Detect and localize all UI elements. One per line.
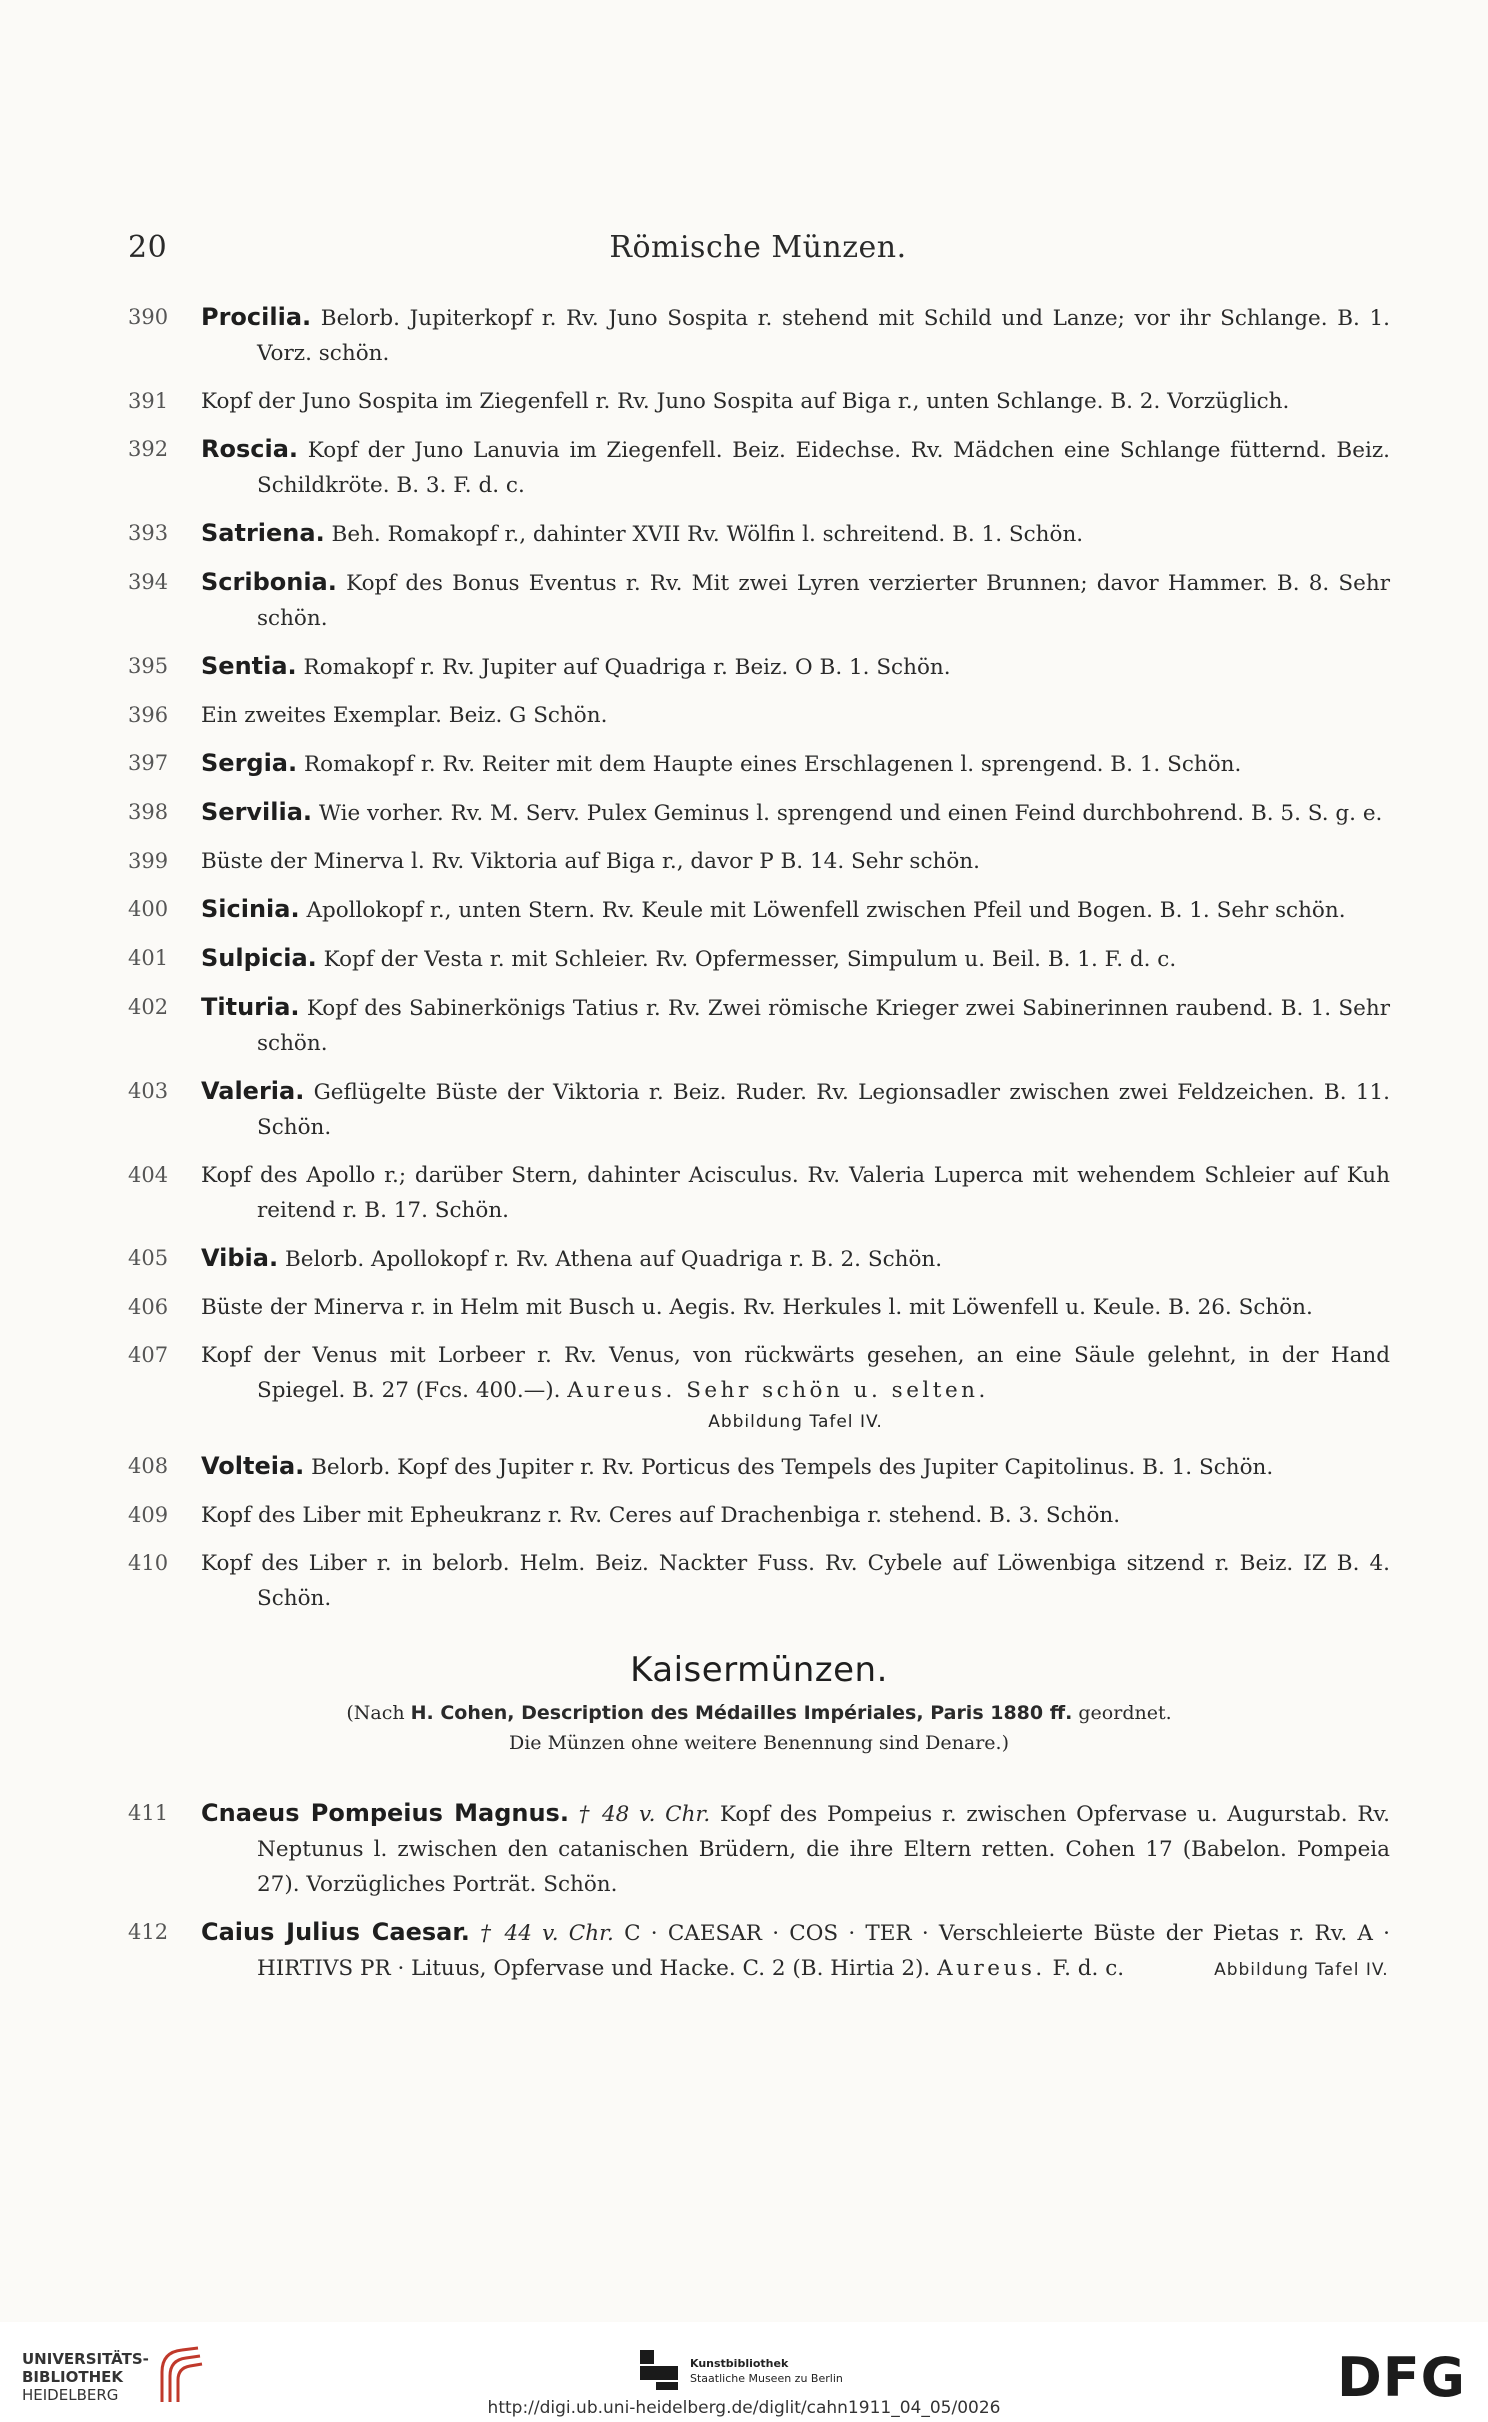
section-note-reference: H. Cohen, Description des Médailles Impériales, Paris 1880 ff. (410, 1702, 1073, 1724)
entry-description: Kopf des Sabinerkönigs Tatius r. Rv. Zwei römische Krieger zwei Sabinerinnen raubend. B. 1. Sehr schön. (257, 996, 1390, 1056)
entry-family-name: Procilia. (201, 303, 312, 331)
entry-description: Geflügelte Büste der Viktoria r. Beiz. Ruder. Rv. Legionsadler zwischen zwei Feldzeichen. B. 11. Schön. (257, 1080, 1390, 1140)
footer-bar (0, 2322, 1488, 2422)
catalog-entry (128, 1498, 1390, 1533)
entry-text (201, 1158, 1390, 1228)
catalog-entry (128, 698, 1390, 733)
entry-number: 392 (128, 437, 169, 461)
catalog-entry (128, 892, 1390, 928)
plate-reference: Abbildung Tafel IV. (1214, 1960, 1389, 1980)
catalog-entry (128, 649, 1390, 685)
entry-text (201, 565, 1390, 636)
kb-line2: Staatliche Museen zu Berlin (690, 2372, 843, 2385)
entry-description: Kopf des Liber mit Epheukranz r. Rv. Ceres auf Drachenbiga r. stehend. B. 3. Schön. (201, 1503, 1121, 1528)
entry-number: 391 (128, 389, 169, 413)
entry-family-name: Tituria. (201, 993, 300, 1021)
catalog-entry (128, 1796, 1390, 1902)
entry-description: Büste der Minerva r. in Helm mit Busch u. Aegis. Rv. Herkules l. mit Löwenfell u. Keule. B. 26. Schön. (201, 1295, 1313, 1320)
entry-family-name: Valeria. (201, 1077, 305, 1105)
entry-description: Kopf des Bonus Eventus r. Rv. Mit zwei Lyren verzierter Brunnen; davor Hammer. B. 8. Sehr schön. (257, 571, 1391, 631)
catalog-entry (128, 746, 1390, 782)
section-note-suffix: geordnet. (1072, 1702, 1172, 1724)
entry-text (201, 300, 1390, 371)
page-number: 20 (128, 230, 168, 265)
section-note-prefix: (Nach (346, 1702, 411, 1724)
republic-coin-entries (128, 300, 1390, 1616)
entry-description: Beh. Romakopf r., dahinter XVII Rv. Wölfin l. schreitend. B. 1. Schön. (331, 522, 1084, 547)
entry-text (201, 1338, 1390, 1436)
catalog-entry (128, 1915, 1390, 1988)
catalog-entry (128, 1290, 1390, 1325)
entry-number: 406 (128, 1295, 169, 1319)
entry-number: 394 (128, 570, 169, 594)
entry-description: Belorb. Apollokopf r. Rv. Athena auf Quadriga r. B. 2. Schön. (284, 1247, 943, 1272)
catalog-entry (128, 1449, 1390, 1485)
entry-family-name: Caius Julius Caesar. (201, 1918, 470, 1946)
entry-text (201, 941, 1390, 977)
entry-description: Kopf des Apollo r.; darüber Stern, dahinter Acisculus. Rv. Valeria Luperca mit wehendem Schleier auf Kuh reitend r. B. 17. Schön. (201, 1163, 1390, 1223)
entry-family-name: Scribonia. (201, 568, 337, 596)
entry-number: 408 (128, 1454, 169, 1478)
catalog-entry (128, 795, 1390, 831)
entry-number: 409 (128, 1503, 169, 1527)
catalog-entry (128, 1241, 1390, 1277)
kb-line1: Kunstbibliothek (690, 2357, 789, 2370)
entry-number: 411 (128, 1801, 169, 1825)
catalog-entry (128, 384, 1390, 419)
ub-logo-line1: UNIVERSITÄTS- (22, 2350, 149, 2368)
entry-text (201, 649, 1390, 685)
entry-text (201, 1449, 1390, 1485)
dfg-logo: DFG (1336, 2346, 1466, 2409)
entry-text (201, 1915, 1390, 1988)
section-note (128, 1698, 1390, 1758)
entry-description: Kopf der Juno Lanuvia im Ziegenfell. Beiz. Eidechse. Rv. Mädchen eine Schlange fütternd. Beiz. Schildkröte. B. 3. F. d. c. (257, 438, 1390, 498)
imperial-coin-entries (128, 1796, 1390, 1988)
entry-family-name: Sergia. (201, 749, 298, 777)
catalog-entry (128, 844, 1390, 879)
entry-family-name: Sulpicia. (201, 944, 317, 972)
entry-description: Kopf des Pompeius r. zwischen Opfervase u. Augurstab. Rv. Neptunus l. zwischen den catanischen Brüdern, die ihre Eltern retten. Cohen 17 (Babelon. Pompeia 27). Vorzügliches Porträt. Schön. (257, 1802, 1390, 1897)
catalog-entry (128, 565, 1390, 636)
entry-family-name: Cnaeus Pompeius Magnus. (201, 1799, 569, 1827)
entry-number: 397 (128, 751, 169, 775)
entry-family-name: Roscia. (201, 435, 299, 463)
entry-number: 398 (128, 800, 169, 824)
entry-text (201, 516, 1390, 552)
entry-number: 395 (128, 654, 169, 678)
entry-family-name: Satriena. (201, 519, 325, 547)
entry-text (201, 746, 1390, 782)
catalog-entries (128, 300, 1390, 2001)
running-head (128, 220, 1388, 270)
entry-description: Kopf des Liber r. in belorb. Helm. Beiz. Nackter Fuss. Rv. Cybele auf Löwenbiga sitzend r. Beiz. IZ B. 4. Schön. (201, 1551, 1390, 1611)
entry-text (201, 698, 1390, 733)
entry-family-name: Servilia. (201, 798, 313, 826)
entry-text (201, 1498, 1390, 1533)
entry-number: 407 (128, 1343, 169, 1367)
entry-family-name: Volteia. (201, 1452, 305, 1480)
catalog-entry (128, 941, 1390, 977)
entry-number: 410 (128, 1551, 169, 1575)
section-title: Kaisermünzen. (630, 1650, 888, 1690)
entry-description: Kopf der Venus mit Lorbeer r. Rv. Venus, von rückwärts gesehen, an eine Säule gelehnt, in der Hand Spiegel. B. 27 (Fcs. 400.—). (201, 1343, 1390, 1403)
entry-number: 402 (128, 995, 169, 1019)
entry-family-name: Sicinia. (201, 895, 300, 923)
entry-family-name: Sentia. (201, 652, 297, 680)
catalog-entry (128, 432, 1390, 503)
entry-text (201, 844, 1390, 879)
catalog-entry (128, 1338, 1390, 1436)
entry-number: 412 (128, 1920, 169, 1944)
entry-number: 396 (128, 703, 169, 727)
entry-description: Romakopf r. Rv. Jupiter auf Quadriga r. Beiz. O B. 1. Schön. (303, 655, 951, 680)
entry-text (201, 1796, 1390, 1902)
entry-family-name: Vibia. (201, 1244, 279, 1272)
entry-description: Apollokopf r., unten Stern. Rv. Keule mit Löwenfell zwischen Pfeil und Bogen. B. 1. Sehr schön. (306, 898, 1346, 923)
kunstbibliothek-logo-icon (636, 2346, 682, 2392)
entry-text (201, 1546, 1390, 1616)
entry-number: 403 (128, 1079, 169, 1103)
catalog-entry (128, 300, 1390, 371)
permalink-url[interactable]: http://digi.ub.uni-heidelberg.de/diglit/cahn1911_04_05/0026 (487, 2398, 1001, 2418)
entry-rarity-note: Aureus. Sehr schön u. selten. (567, 1378, 989, 1403)
entry-number: 404 (128, 1163, 169, 1187)
entry-number: 390 (128, 305, 169, 329)
ub-logo-line3: HEIDELBERG (22, 2386, 119, 2404)
ub-heidelberg-emblem-icon (152, 2342, 208, 2406)
ub-heidelberg-logo (22, 2350, 149, 2404)
plate-reference: Abbildung Tafel IV. (708, 1412, 883, 1432)
entry-text (201, 795, 1390, 831)
catalog-entry (128, 516, 1390, 552)
entry-description: Belorb. Kopf des Jupiter r. Rv. Porticus des Tempels des Jupiter Capitolinus. B. 1. Schön. (311, 1455, 1274, 1480)
entry-description: Romakopf r. Rv. Reiter mit dem Haupte eines Erschlagenen l. sprengend. B. 1. Schön. (303, 752, 1242, 777)
kunstbibliothek-label (690, 2356, 843, 2386)
entry-text (201, 1074, 1390, 1145)
section-note-line2: Die Münzen ohne weitere Benennung sind Denare.) (508, 1732, 1009, 1754)
catalog-entry (128, 1158, 1390, 1228)
entry-description: Büste der Minerva l. Rv. Viktoria auf Biga r., davor P B. 14. Sehr schön. (201, 849, 980, 874)
entry-number: 401 (128, 946, 169, 970)
entry-number: 400 (128, 897, 169, 921)
entry-number: 399 (128, 849, 169, 873)
entry-description: Belorb. Jupiterkopf r. Rv. Juno Sospita r. stehend mit Schild und Lanze; vor ihr Schlange. B. 1. Vorz. schön. (257, 306, 1390, 366)
catalog-entry (128, 990, 1390, 1061)
entry-description: Wie vorher. Rv. M. Serv. Pulex Geminus l. sprengend und einen Feind durchbohrend. B. 5. S. g. e. (318, 801, 1383, 826)
entry-text (201, 892, 1390, 928)
entry-text (201, 384, 1390, 419)
ub-logo-line2: BIBLIOTHEK (22, 2368, 123, 2386)
entry-rarity-note: Aureus. (937, 1956, 1046, 1981)
entry-text (201, 990, 1390, 1061)
catalog-entry (128, 1074, 1390, 1145)
entry-grade: F. d. c. (1052, 1956, 1125, 1981)
entry-description: C · CAESAR · COS · TER · Verschleierte Büste der Pietas r. Rv. A · HIRTIVS PR · Lituus, Opfervase und Hacke. C. 2 (B. Hirtia 2). (257, 1921, 1391, 1981)
entry-description: Kopf der Vesta r. mit Schleier. Rv. Opfermesser, Simpulum u. Beil. B. 1. F. d. c. (323, 947, 1177, 972)
entry-number: 393 (128, 521, 169, 545)
entry-description: Ein zweites Exemplar. Beiz. G Schön. (201, 703, 608, 728)
entry-number: 405 (128, 1246, 169, 1270)
page-title: Römische Münzen. (609, 230, 907, 265)
entry-description: Kopf der Juno Sospita im Ziegenfell r. Rv. Juno Sospita auf Biga r., unten Schlange. B. 2. Vorzüglich. (201, 389, 1290, 414)
entry-text (201, 432, 1390, 503)
entry-date: † 48 v. Chr. (578, 1802, 711, 1827)
catalog-entry (128, 1546, 1390, 1616)
entry-text (201, 1290, 1390, 1325)
entry-text (201, 1241, 1390, 1277)
entry-date: † 44 v. Chr. (480, 1921, 614, 1946)
